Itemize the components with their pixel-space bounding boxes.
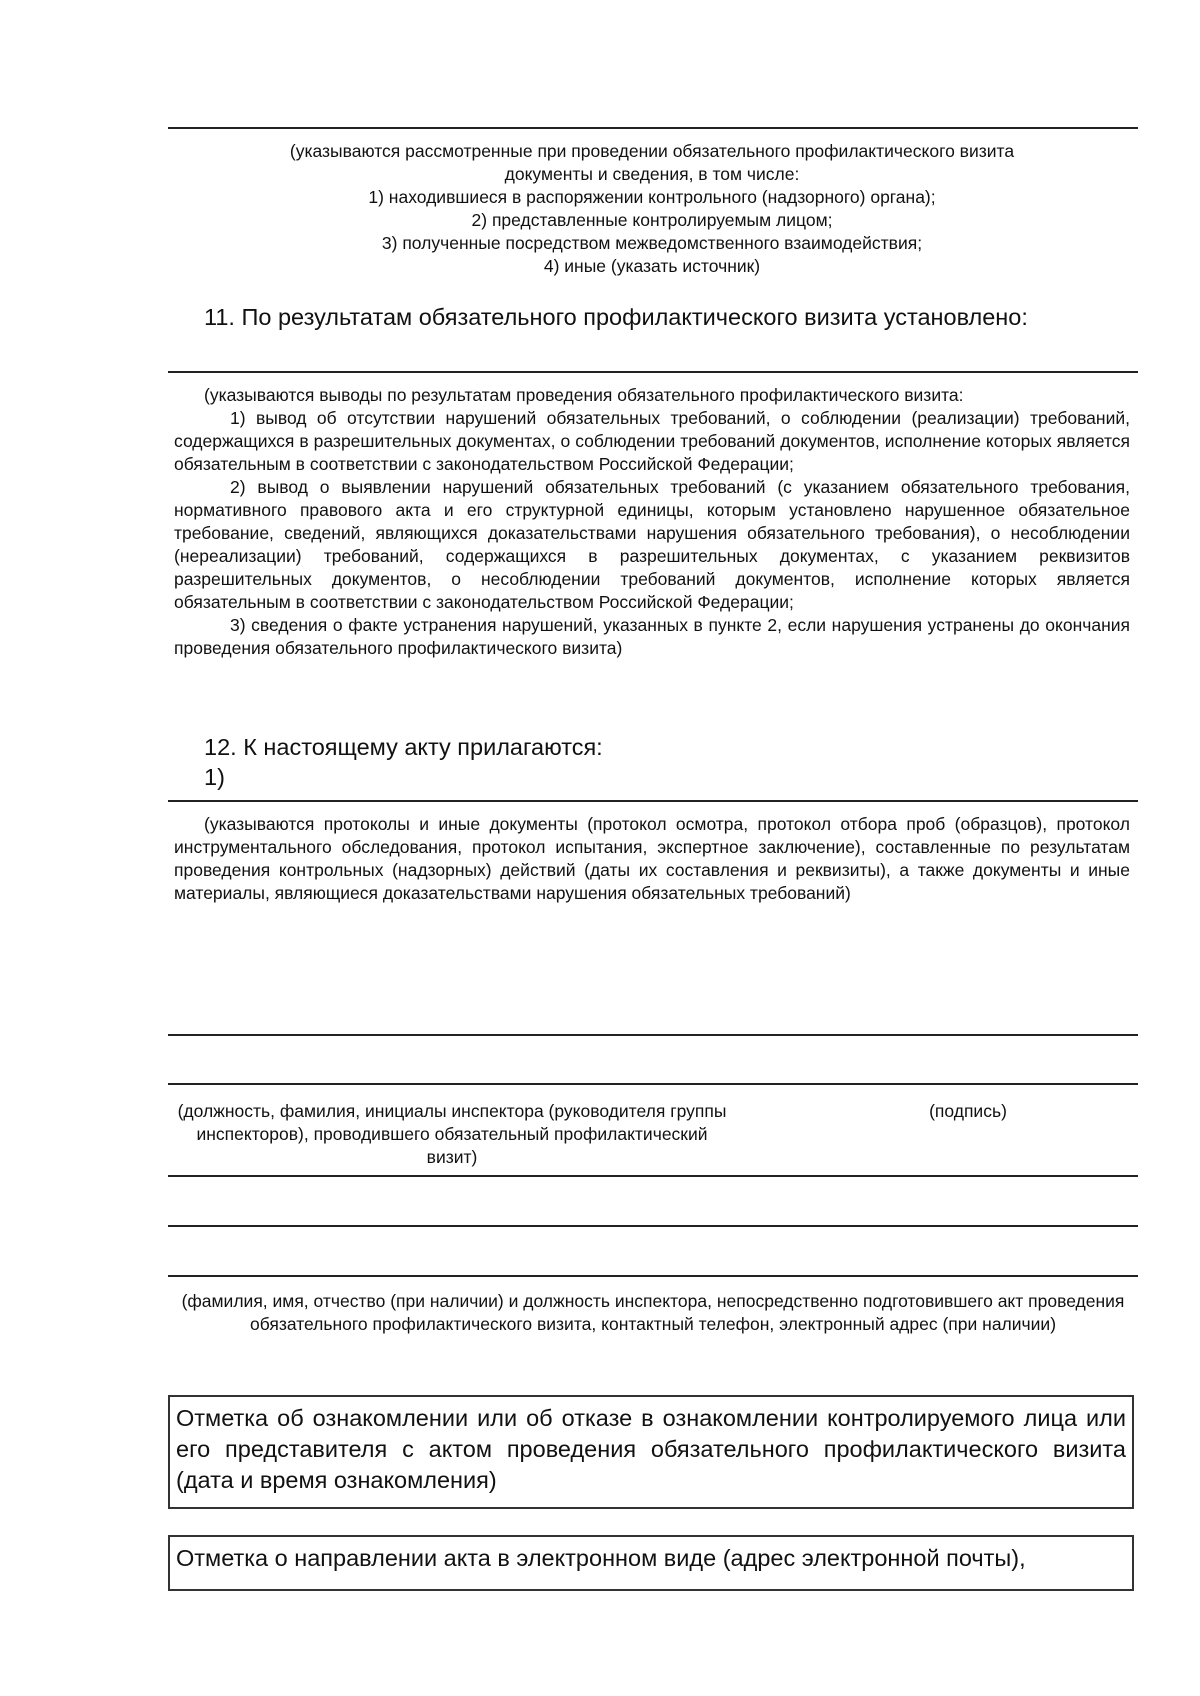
note-line: 4) иные (указать источник) — [543, 256, 761, 276]
fill-line-section-10 — [168, 127, 1138, 129]
acquaintance-mark-box — [168, 1395, 1134, 1509]
note-item-1: 1) вывод об отсутствии нарушений обязательных требований, о соблюдении (реализации) требований, содержащихся в разрешительных документах, о соблюдении требований документов, исполнение которых является обязательным в соответствии с законодательством Российской Федерации; — [174, 408, 1130, 474]
note-intro: (указываются выводы по результатам проведения обязательного профилактического визита: — [204, 385, 964, 405]
note-item-3: 3) сведения о факте устранения нарушений, указанных в пункте 2, если нарушения устранены до окончания проведения обязательного профилактического визита) — [174, 615, 1130, 658]
acquaintance-mark-text: Отметка об ознакомлении или об отказе в ознакомлении контролируемого лица или его представителя с актом проведения обязательного профилактического визита (дата и время ознакомления) — [176, 1405, 1126, 1493]
attachment-item-1: 1) — [204, 764, 225, 790]
section-11-note — [174, 384, 1130, 660]
section-12-heading-block — [174, 732, 1130, 792]
preparer-line-1 — [168, 1175, 1138, 1177]
preparer-caption: (фамилия, имя, отчество (при наличии) и должность инспектора, непосредственно подготовившего акт проведения обязательного профилактического визита, контактный телефон, электронный адрес (при наличии) — [181, 1291, 1125, 1334]
fill-line-section-11 — [168, 371, 1138, 373]
section-12-heading: 12. К настоящему акту прилагаются: — [204, 734, 603, 760]
signature-caption: (подпись) — [929, 1101, 1007, 1121]
electronic-dispatch-text: Отметка о направлении акта в электронном виде (адрес электронной почты), — [176, 1545, 1026, 1571]
preparer-line-2 — [168, 1225, 1138, 1227]
signature-line-2 — [168, 1083, 1138, 1085]
note-line: документы и сведения, в том числе: — [504, 164, 800, 184]
note-line: 3) полученные посредством межведомственного взаимодействия; — [381, 233, 923, 253]
section-11-heading: 11. По результатам обязательного профилактического визита установлено: — [204, 304, 1028, 330]
preparer-line-3 — [168, 1275, 1138, 1277]
inspector-caption: (должность, фамилия, инициалы инспектора (руководителя группы инспекторов), проводившего обязательный профилактический визит) — [177, 1101, 727, 1167]
note-line: 1) находившиеся в распоряжении контрольного (надзорного) органа); — [368, 187, 936, 207]
section-12-note: (указываются протоколы и иные документы (протокол осмотра, протокол отбора проб (образцов), протокол инструментального обследования, протокол испытания, экспертное заключение), составленные по результатам проведения контрольных (надзорных) действий (даты их составления и реквизиты), а также документы и иные материалы, являющиеся доказательствами нарушения обязательных требований) — [174, 814, 1130, 903]
section-10-note — [174, 140, 1130, 278]
fill-line-section-12 — [168, 800, 1138, 802]
electronic-dispatch-box — [168, 1535, 1134, 1591]
note-line: 2) представленные контролируемым лицом; — [471, 210, 833, 230]
note-item-2: 2) вывод о выявлении нарушений обязательных требований (с указанием обязательного требования, нормативного правового акта и его структурной единицы, которым установлено нарушенное обязательное требование, сведений, являющихся доказательствами нарушения обязательного требования), о несоблюдении (нереализации) требований, содержащихся в разрешительных документах, с указанием реквизитов разрешительных документов, о несоблюдении требований документов, исполнение которых является обязательным в соответствии с законодательством Российской Федерации; — [174, 477, 1130, 612]
note-line: (указываются рассмотренные при проведении обязательного профилактического визита — [289, 141, 1015, 161]
signature-line-1 — [168, 1034, 1138, 1036]
